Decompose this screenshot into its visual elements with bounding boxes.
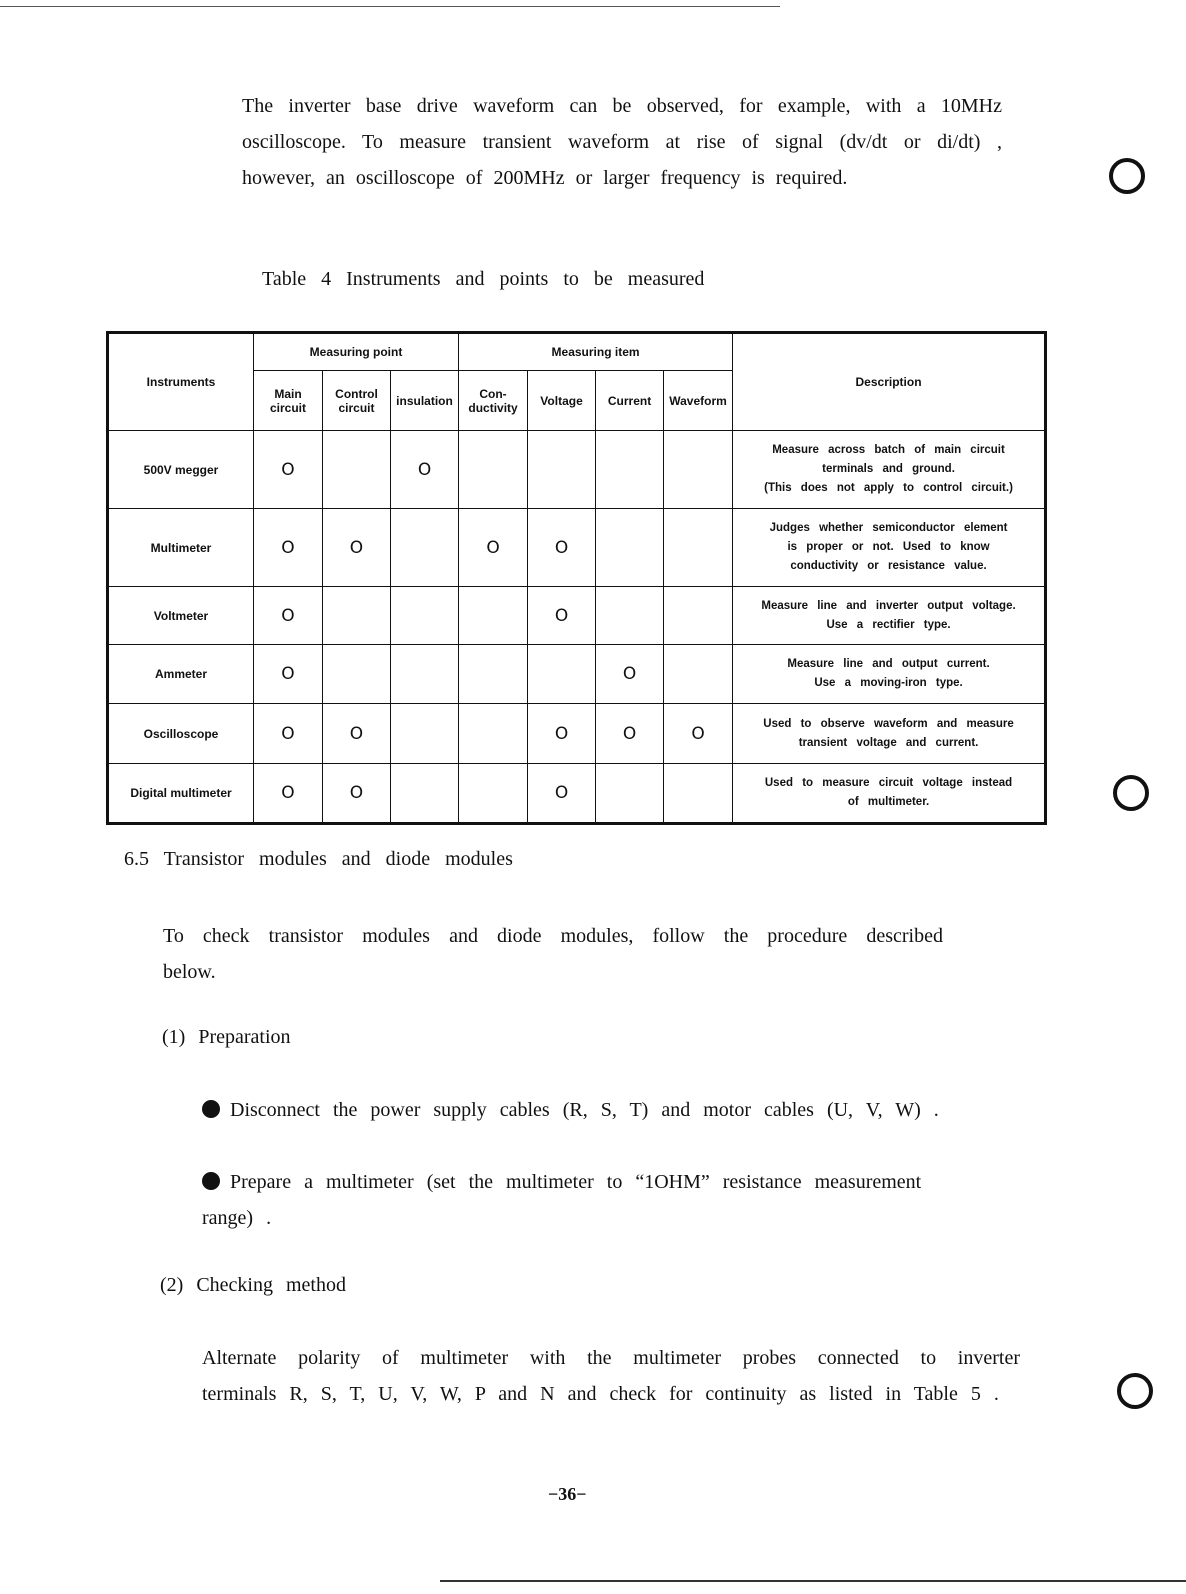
- table-caption: Table 4 Instruments and points to be measured: [262, 268, 705, 290]
- table-row: [108, 431, 1046, 509]
- mark-cell: [323, 645, 391, 704]
- description-line: Judges whether semiconductor element: [769, 522, 1008, 534]
- mark-cell: O: [528, 509, 596, 587]
- instrument-name: Voltmeter: [108, 587, 254, 645]
- header-measuring-item: Measuring item: [459, 333, 733, 371]
- mark-cell: [596, 431, 664, 509]
- bullet-item: [202, 1164, 962, 1236]
- instrument-name: Ammeter: [108, 645, 254, 704]
- mark-cell: [596, 764, 664, 824]
- bullet-icon: [202, 1172, 220, 1190]
- description-line: terminals and ground.: [822, 463, 955, 475]
- description-cell: [733, 509, 1046, 587]
- bottom-rule: [440, 1580, 1186, 1582]
- mark-cell: O: [254, 645, 323, 704]
- mark-cell: O: [664, 704, 733, 764]
- mark-cell: O: [323, 704, 391, 764]
- section-title: 6.5 Transistor modules and diode modules: [124, 848, 513, 870]
- description-cell: [733, 764, 1046, 824]
- instrument-name: Multimeter: [108, 509, 254, 587]
- description-cell: [733, 704, 1046, 764]
- top-rule: [0, 6, 780, 7]
- description-line: Use a moving-iron type.: [814, 677, 963, 689]
- mark-cell: [459, 431, 528, 509]
- page-number: −36−: [548, 1484, 587, 1504]
- mark-cell: [528, 645, 596, 704]
- checking-method-paragraph: Alternate polarity of multimeter with the multimeter probes connected to inverter terminals R, S, T, U, V, W, P and N and check for continuity as listed in Table 5 .: [202, 1347, 1020, 1405]
- instruments-table: [106, 331, 1047, 825]
- mark-cell: [664, 764, 733, 824]
- table-row: [108, 509, 1046, 587]
- mark-cell: [459, 587, 528, 645]
- header-description: Description: [733, 333, 1046, 431]
- description-cell: [733, 587, 1046, 645]
- header-insulation: insulation: [391, 371, 459, 431]
- mark-cell: [391, 704, 459, 764]
- table-row: [108, 764, 1046, 824]
- description-line: transient voltage and current.: [798, 736, 979, 749]
- description-line: conductivity or resistance value.: [790, 560, 987, 572]
- description-line: is proper or not. Used to know: [787, 541, 990, 553]
- mark-cell: O: [596, 645, 664, 704]
- description-line: Use a rectifier type.: [826, 618, 951, 631]
- description-line: Used to measure circuit voltage instead: [764, 777, 1013, 789]
- mark-cell: O: [528, 764, 596, 824]
- bullet-item: [202, 1092, 1052, 1128]
- step-preparation-title: (1) Preparation: [162, 1026, 291, 1048]
- description-line: Measure line and output current.: [787, 658, 990, 670]
- header-current: Current: [596, 371, 664, 431]
- header-control-circuit: Control circuit: [323, 371, 391, 431]
- bullet-text: Prepare a multimeter (set the multimeter to “1OHM” resistance measurement range) .: [202, 1171, 922, 1229]
- description-line: Used to observe waveform and measure: [763, 717, 1014, 730]
- mark-cell: O: [254, 704, 323, 764]
- header-voltage: Voltage: [528, 371, 596, 431]
- mark-cell: [391, 645, 459, 704]
- mark-cell: O: [254, 509, 323, 587]
- header-main-circuit: Main circuit: [254, 371, 323, 431]
- table-row: [108, 704, 1046, 764]
- mark-cell: [664, 509, 733, 587]
- mark-cell: O: [323, 764, 391, 824]
- mark-cell: [323, 431, 391, 509]
- mark-cell: [459, 764, 528, 824]
- table-row: [108, 587, 1046, 645]
- mark-cell: O: [596, 704, 664, 764]
- table-row: [108, 645, 1046, 704]
- section-intro-paragraph: To check transistor modules and diode modules, follow the procedure described below.: [163, 925, 943, 983]
- bullet-icon: [202, 1100, 220, 1118]
- mark-cell: [459, 704, 528, 764]
- instrument-name: Digital multimeter: [108, 764, 254, 824]
- description-cell: [733, 645, 1046, 704]
- header-waveform: Waveform: [664, 371, 733, 431]
- description-line: Measure across batch of main circuit: [772, 444, 1005, 456]
- mark-cell: [391, 587, 459, 645]
- description-cell: [733, 431, 1046, 509]
- mark-cell: [391, 764, 459, 824]
- mark-cell: [391, 509, 459, 587]
- punch-hole-icon: [1109, 158, 1145, 194]
- header-instruments: Instruments: [108, 333, 254, 431]
- mark-cell: [664, 645, 733, 704]
- mark-cell: [459, 645, 528, 704]
- mark-cell: [596, 509, 664, 587]
- mark-cell: O: [459, 509, 528, 587]
- mark-cell: O: [254, 764, 323, 824]
- description-line: of multimeter.: [847, 796, 930, 808]
- mark-cell: [664, 587, 733, 645]
- mark-cell: [664, 431, 733, 509]
- mark-cell: [323, 587, 391, 645]
- mark-cell: O: [391, 431, 459, 509]
- mark-cell: O: [528, 704, 596, 764]
- mark-cell: O: [254, 587, 323, 645]
- mark-cell: [528, 431, 596, 509]
- punch-hole-icon: [1117, 1373, 1153, 1409]
- step-checking-title: (2) Checking method: [160, 1274, 346, 1296]
- header-conductivity: Con- ductivity: [459, 371, 528, 431]
- bullet-text: Disconnect the power supply cables (R, S, T) and motor cables (U, V, W) .: [230, 1099, 939, 1121]
- description-line: (This does not apply to control circuit.): [764, 482, 1013, 494]
- intro-paragraph: The inverter base drive waveform can be observed, for example, with a 10MHz oscilloscope. To measure transient waveform at rise of signal (dv/dt or di/dt) , however, an oscilloscope of 200MHz or larger frequency is required.: [242, 95, 1002, 189]
- header-measuring-point: Measuring point: [254, 333, 459, 371]
- mark-cell: O: [528, 587, 596, 645]
- instrument-name: 500V megger: [108, 431, 254, 509]
- mark-cell: O: [323, 509, 391, 587]
- mark-cell: O: [254, 431, 323, 509]
- description-line: Measure line and inverter output voltage.: [761, 599, 1016, 612]
- instrument-name: Oscilloscope: [108, 704, 254, 764]
- mark-cell: [596, 587, 664, 645]
- punch-hole-icon: [1113, 775, 1149, 811]
